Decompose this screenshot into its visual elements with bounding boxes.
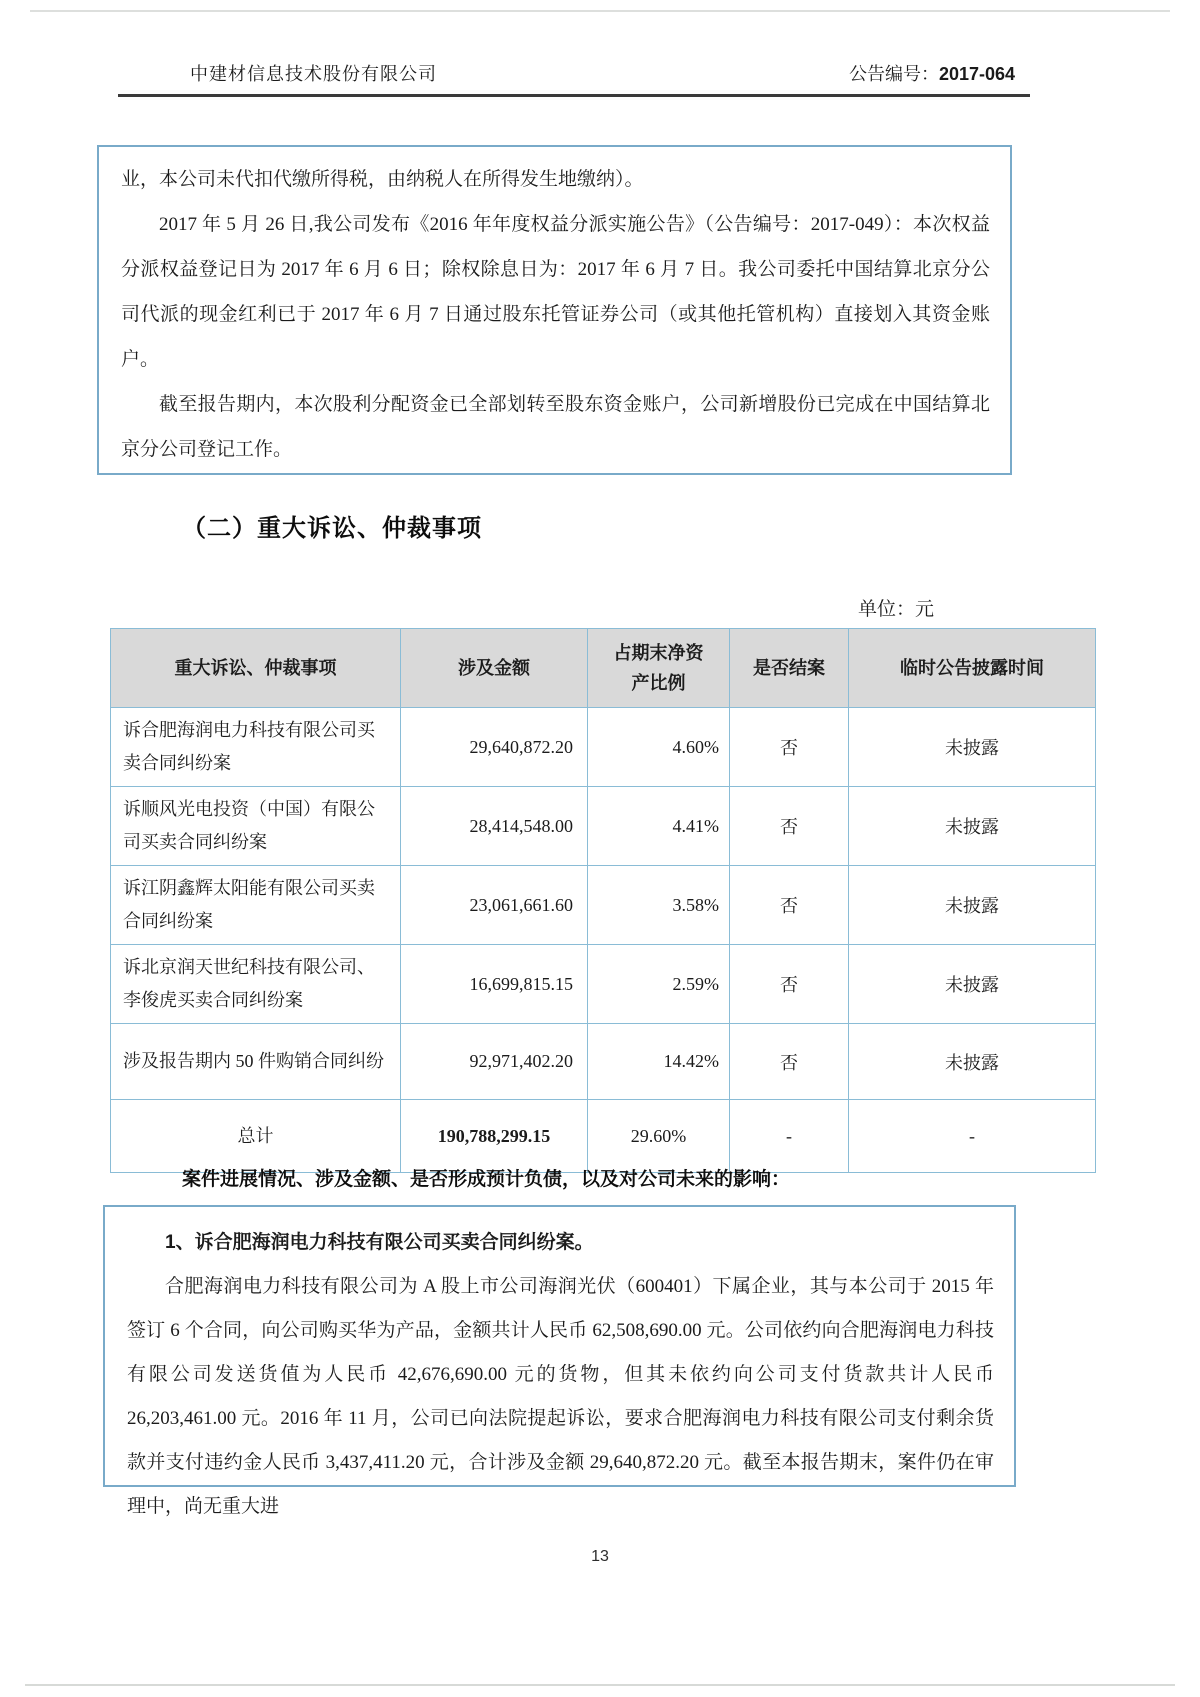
table-header-row	[111, 629, 1096, 708]
paragraph: 业，本公司未代扣代缴所得税，由纳税人在所得发生地缴纳）。	[121, 169, 644, 190]
header-disclosure: 临时公告披露时间	[849, 629, 1096, 708]
announcement-number-value: 2017-064	[939, 64, 1016, 84]
amount-cell: 23,061,661.60	[401, 866, 588, 945]
ratio-cell: 14.42%	[588, 1024, 730, 1100]
announcement-number-label: 公告编号：	[849, 64, 939, 84]
progress-caption: 案件进展情况、涉及金额、是否形成预计负债，以及对公司未来的影响：	[182, 1169, 791, 1190]
table-row	[111, 787, 1096, 866]
paragraph: 截至报告期内，本次股利分配资金已全部划转至股东资金账户，公司新增股份已完成在中国结算北京分公司登记工作。	[121, 394, 990, 460]
disclosure-cell: 未披露	[849, 787, 1096, 866]
closed-cell: 否	[730, 866, 849, 945]
ratio-cell: 4.41%	[588, 787, 730, 866]
ratio-cell: 3.58%	[588, 866, 730, 945]
total-amount-cell: 190,788,299.15	[401, 1100, 588, 1173]
table-row	[111, 945, 1096, 1024]
page-number: 13	[591, 1548, 609, 1565]
table-total-row	[111, 1100, 1096, 1173]
case-cell: 诉北京润天世纪科技有限公司、李俊虎买卖合同纠纷案	[111, 945, 401, 1024]
case-title: 1、诉合肥海润电力科技有限公司买卖合同纠纷案。	[165, 1232, 594, 1253]
case-detail-box	[103, 1205, 1016, 1517]
header-closed: 是否结案	[730, 629, 849, 708]
amount-cell: 28,414,548.00	[401, 787, 588, 866]
disclosure-cell: 未披露	[849, 945, 1096, 1024]
case-cell: 涉及报告期内 50 件购销合同纠纷	[111, 1024, 401, 1100]
closed-cell: 否	[730, 708, 849, 787]
closed-cell: 否	[730, 945, 849, 1024]
disclosure-cell: 未披露	[849, 708, 1096, 787]
closed-cell: 否	[730, 1024, 849, 1100]
header-amount: 涉及金额	[401, 629, 588, 708]
case-paragraph: 合肥海润电力科技有限公司为 A 股上市公司海润光伏（600401）下属企业，其与本公司于 2015 年签订 6 个合同，向公司购买华为产品，金额共计人民币 62,508,690.00 元。公司依约向合肥海润电力科技有限公司发送货值为人民币 42,676,690.00 元的货物，但其未依约向公司支付货款共计人民币 26,203,461.00 元。2016 年 11 月，公司已向法院提起诉讼，要求合肥海润电力科技有限公司支付剩余货款并支付违约金人民币 3,437,411.20 元，合计涉及金额 29,640,872.20 元。截至本报告期末，案件仍在审理中，尚无重大进	[127, 1276, 994, 1517]
header-ratio: 占期末净资产比例	[588, 629, 730, 708]
closed-cell: 否	[730, 787, 849, 866]
amount-cell: 29,640,872.20	[401, 708, 588, 787]
case-cell: 诉合肥海润电力科技有限公司买卖合同纠纷案	[111, 708, 401, 787]
section-heading: （二）重大诉讼、仲裁事项	[182, 515, 482, 542]
total-ratio-cell: 29.60%	[588, 1100, 730, 1173]
disclosure-cell: 未披露	[849, 1024, 1096, 1100]
ratio-cell: 4.60%	[588, 708, 730, 787]
unit-label: 单位：元	[858, 599, 935, 620]
amount-cell: 16,699,815.15	[401, 945, 588, 1024]
amount-cell: 92,971,402.20	[401, 1024, 588, 1100]
total-disclosure-cell: -	[849, 1100, 1096, 1173]
case-cell: 诉顺风光电投资（中国）有限公司买卖合同纠纷案	[111, 787, 401, 866]
scan-artifact-top	[30, 10, 1170, 12]
litigation-table	[110, 628, 1096, 1173]
ratio-cell: 2.59%	[588, 945, 730, 1024]
company-name: 中建材信息技术股份有限公司	[190, 64, 437, 84]
paragraph: 2017 年 5 月 26 日,我公司发布《2016 年年度权益分派实施公告》（公告编号：2017-049）：本次权益分派权益登记日为 2017 年 6 月 6 日；除权除息日为：2017 年 6 月 7 日。我公司委托中国结算北京分公司代派的现金红利已于 2017 年 6 月 7 日通过股东托管证券公司（或其他托管机构）直接划入其资金账户。	[121, 214, 990, 370]
dividend-distribution-box	[97, 145, 1012, 475]
table-row	[111, 708, 1096, 787]
total-label-cell: 总计	[111, 1100, 401, 1173]
header-divider	[118, 94, 1030, 97]
case-cell: 诉江阴鑫辉太阳能有限公司买卖合同纠纷案	[111, 866, 401, 945]
table-row	[111, 866, 1096, 945]
scan-artifact-bottom	[25, 1684, 1175, 1686]
header-case: 重大诉讼、仲裁事项	[111, 629, 401, 708]
total-closed-cell: -	[730, 1100, 849, 1173]
disclosure-cell: 未披露	[849, 866, 1096, 945]
announcement-number	[849, 60, 1015, 86]
table-row	[111, 1024, 1096, 1100]
